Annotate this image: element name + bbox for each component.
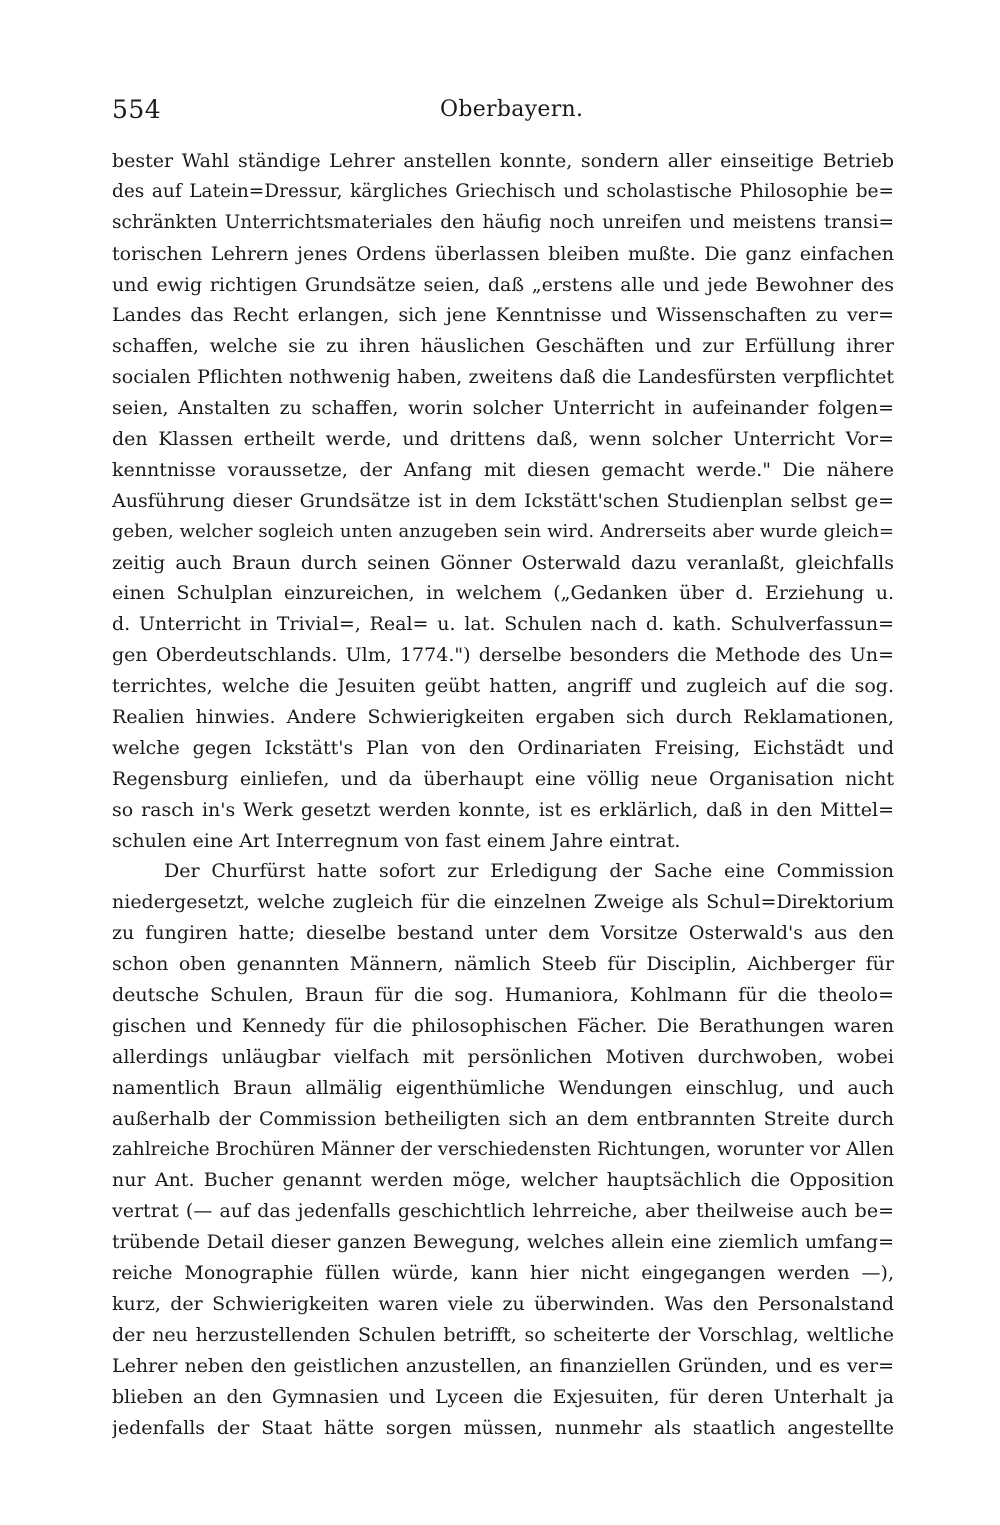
text-line: des auf Latein=Dressur, kärgliches Griechisch und scholastische Philosophie be= <box>112 180 894 202</box>
page-header <box>110 95 890 135</box>
page-number: 554 <box>112 95 162 124</box>
text-line: gen Oberdeutschlands. Ulm, 1774.") derselbe besonders die Methode des Un= <box>112 644 894 667</box>
text-line: namentlich Braun allmälig eigenthümliche Wendungen einschlug, und auch <box>112 1076 894 1099</box>
text-line: der neu herzustellenden Schulen betrifft, so scheiterte der Vorschlag, weltliche <box>112 1323 894 1346</box>
text-line: seien, Anstalten zu schaffen, worin solcher Unterricht in aufeinander folgen= <box>112 397 894 420</box>
text-line: vertrat (— auf das jedenfalls geschichtlich lehrreiche, aber theilweise auch be= <box>112 1200 894 1223</box>
text-line: zu fungiren hatte; dieselbe bestand unter dem Vorsitze Osterwald's aus den <box>112 922 894 945</box>
text-line: Realien hinwies. Andere Schwierigkeiten ergaben sich durch Reklamationen, <box>112 706 894 729</box>
text-line: Lehrer neben den geistlichen anzustellen, an finanziellen Gründen, und es ver= <box>112 1354 894 1377</box>
text-line: niedergesetzt, welche zugleich für die einzelnen Zweige als Schul=Direktorium <box>112 891 894 914</box>
text-line: Der Churfürst hatte sofort zur Erledigung der Sache eine Commission <box>164 860 894 883</box>
text-line: deutsche Schulen, Braun für die sog. Humaniora, Kohlmann für die theolo= <box>112 984 894 1007</box>
text-line: welche gegen Ickstätt's Plan von den Ordinariaten Freising, Eichstädt und <box>112 736 894 759</box>
text-line: zeitig auch Braun durch seinen Gönner Osterwald dazu veranlaßt, gleichfalls <box>112 551 894 574</box>
text-line: schon oben genannten Männern, nämlich Steeb für Disciplin, Aichberger für <box>112 953 894 976</box>
text-line: d. Unterricht in Trivial=, Real= u. lat. Schulen nach d. kath. Schulverfassun= <box>112 613 894 636</box>
body-text <box>112 146 894 1443</box>
text-line: socialen Pflichten nothwenig haben, zweitens daß die Landesfürsten verpflichtet <box>112 366 894 389</box>
text-line: schaffen, welche sie zu ihren häuslichen Geschäften und zur Erfüllung ihrer <box>112 335 894 358</box>
text-line: geben, welcher sogleich unten anzugeben sein wird. Andrerseits aber wurde gleich= <box>112 520 894 542</box>
text-line: schulen eine Art Interregnum von fast einem Jahre eintrat. <box>112 829 681 852</box>
text-line: außerhalb der Commission betheiligten sich an dem entbrannten Streite durch <box>112 1107 894 1130</box>
text-line: jedenfalls der Staat hätte sorgen müssen, nunmehr als staatlich angestellte <box>112 1416 894 1439</box>
text-line: so rasch in's Werk gesetzt werden konnte, ist es erklärlich, daß in den Mittel= <box>112 798 894 821</box>
text-line: torischen Lehrern jenes Ordens überlassen bleiben mußte. Die ganz einfachen <box>112 242 894 265</box>
text-line: und ewig richtigen Grundsätze seien, daß „erstens alle und jede Bewohner des <box>112 273 894 296</box>
running-title: Oberbayern. <box>440 97 584 122</box>
text-line: kurz, der Schwierigkeiten waren viele zu überwinden. Was den Personalstand <box>112 1292 894 1315</box>
text-line: nur Ant. Bucher genannt werden möge, welcher hauptsächlich die Opposition <box>112 1169 894 1192</box>
text-line: allerdings unläugbar vielfach mit persönlichen Motiven durchwoben, wobei <box>112 1045 894 1068</box>
text-line: schränkten Unterrichtsmateriales den häufig noch unreifen und meistens transi= <box>112 211 894 233</box>
text-line: reiche Monographie füllen würde, kann hier nicht eingegangen werden —), <box>112 1262 894 1285</box>
text-line: trübende Detail dieser ganzen Bewegung, welches allein eine ziemlich umfang= <box>112 1231 894 1254</box>
text-line: zahlreiche Brochüren Männer der verschiedensten Richtungen, worunter vor Allen <box>112 1138 894 1160</box>
text-line: Regensburg einliefen, und da überhaupt eine völlig neue Organisation nicht <box>112 767 894 790</box>
text-line: kenntnisse voraussetze, der Anfang mit diesen gemacht werde." Die nähere <box>112 458 894 481</box>
text-line: Ausführung dieser Grundsätze ist in dem Ickstätt'schen Studienplan selbst ge= <box>112 489 894 512</box>
text-line: terrichtes, welche die Jesuiten geübt hatten, angriff und zugleich auf die sog. <box>112 675 894 698</box>
text-line: bester Wahl ständige Lehrer anstellen konnte, sondern aller einseitige Betrieb <box>112 150 894 172</box>
text-line: blieben an den Gymnasien und Lyceen die Exjesuiten, für deren Unterhalt ja <box>112 1385 894 1408</box>
text-line: einen Schulplan einzureichen, in welchem („Gedanken über d. Erziehung u. <box>112 582 894 605</box>
text-line: den Klassen ertheilt werde, und drittens daß, wenn solcher Unterricht Vor= <box>112 428 894 451</box>
text-line: Landes das Recht erlangen, sich jene Kenntnisse und Wissenschaften zu ver= <box>112 304 894 327</box>
text-line: gischen und Kennedy für die philosophischen Fächer. Die Berathungen waren <box>112 1014 894 1037</box>
